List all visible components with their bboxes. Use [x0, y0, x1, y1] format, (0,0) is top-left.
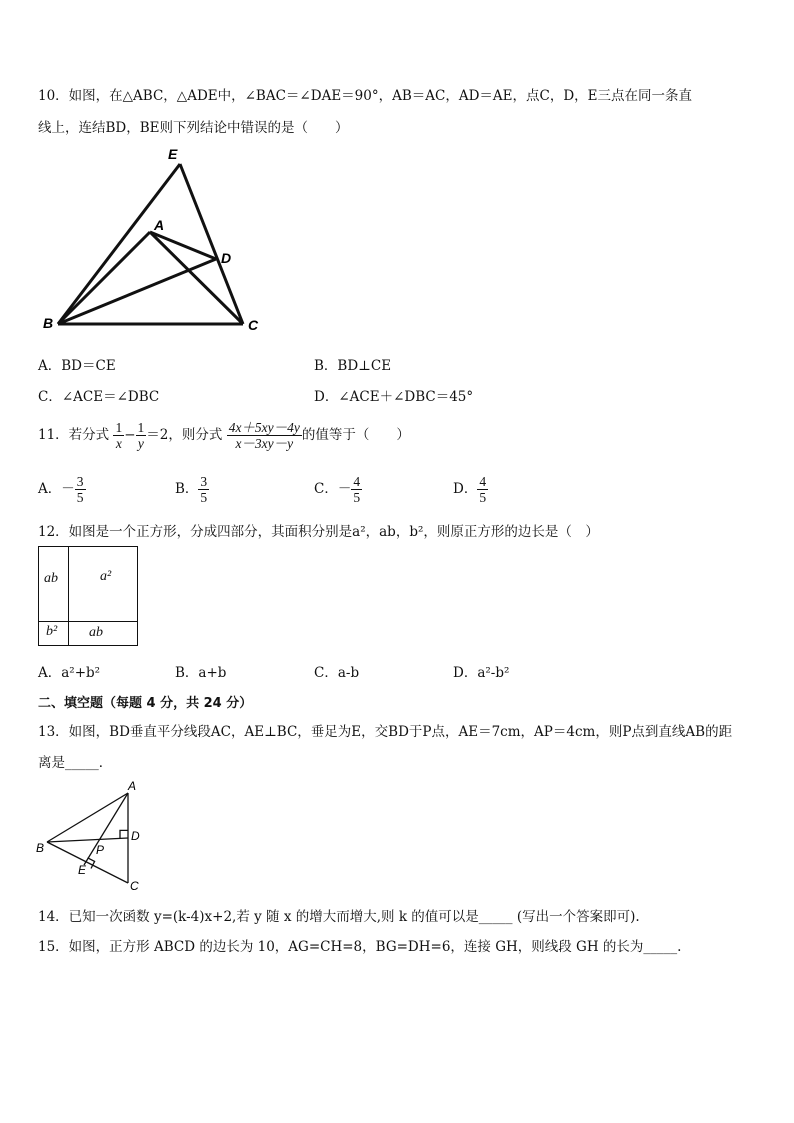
q12-option-b[interactable]: B．a+b [175, 665, 227, 681]
q12-cell-top-right: a² [100, 569, 112, 584]
q10-stem-line2: 线上，连结BD，BE则下列结论中错误的是（ ） [38, 120, 349, 136]
q11-frac-3: $\frac{4x+5xy-4y}{x-3xy-y}$ [228, 420, 300, 451]
q11-mid: ，则分式 [168, 427, 223, 443]
q12-cell-bottom-right: ab [89, 625, 103, 640]
q10-option-b[interactable]: B．BD⊥CE [314, 358, 392, 374]
q11-option-a[interactable]: A．－ $\frac{3}{5}$ [38, 474, 84, 505]
q11-frac-1: $\frac{1}{x}$ [115, 420, 123, 451]
q10-stem-line1: 10．如图，在△ABC，△ADE中，∠BAC＝∠DAE＝90°，AB＝AC，AD＝AE，点C，D，E三点在同一条直 [38, 88, 693, 104]
q13-stem-line1: 13．如图，BD垂直平分线段AC，AE⊥BC，垂足为E，交BD于P点，AE＝7cm，AP＝4cm，则P点到直线AB的距 [38, 724, 733, 740]
q11-option-d[interactable]: D． $\frac{4}{5}$ [453, 474, 487, 505]
q11-stem [38, 420, 410, 451]
q12-cell-bottom-left: b² [46, 624, 58, 639]
q12-cell-top-left: ab [44, 571, 58, 586]
q13-label-d: D [131, 829, 140, 843]
q10-label-c: C [248, 317, 259, 333]
q13-label-e: E [78, 863, 87, 877]
q10-label-b: B [43, 315, 54, 331]
q10-option-c[interactable]: C．∠ACE＝∠DBC [38, 389, 160, 405]
q13-label-c: C [130, 879, 139, 893]
q10-option-d[interactable]: D．∠ACE＋∠DBC＝45° [314, 389, 474, 405]
q13-figure [34, 776, 164, 894]
q13-label-p: P [96, 843, 105, 857]
q11-frac-2: $\frac{1}{y}$ [137, 420, 145, 451]
q11-suffix: 的值等于（ ） [301, 427, 410, 443]
q13-label-a: A [128, 779, 137, 793]
q10-label-e: E [168, 146, 178, 162]
q12-option-d[interactable]: D．a²-b² [453, 665, 510, 681]
q11-prefix: 11．若分式 [38, 427, 110, 443]
q12-square-figure [38, 546, 138, 646]
q10-option-a[interactable]: A．BD＝CE [38, 358, 116, 374]
q12-option-c[interactable]: C．a-b [314, 665, 360, 681]
q15-stem: 15．如图，正方形 ABCD 的边长为 10，AG=CH=8，BG=DH=6，连接 GH，则线段 GH 的长为_____. [38, 939, 682, 955]
q11-option-b[interactable]: B． $\frac{3}{5}$ [175, 474, 208, 505]
q13-stem-line2: 离是_____． [38, 755, 113, 771]
q13-label-b: B [36, 841, 45, 855]
section-heading: 二、填空题（每题 4 分，共 24 分） [38, 696, 253, 711]
q10-figure [30, 140, 280, 340]
q12-stem: 12．如图是一个正方形，分成四部分，其面积分别是a²，ab，b²，则原正方形的边长是（ ） [38, 524, 599, 540]
q12-option-a[interactable]: A．a²+b² [38, 665, 101, 681]
q14-stem: 14．已知一次函数 y=(k-4)x+2,若 y 随 x 的增大而增大,则 k 的值可以是_____ (写出一个答案即可). [38, 909, 640, 925]
q10-label-a: A [154, 217, 165, 233]
q11-option-c[interactable]: C．－ $\frac{4}{5}$ [314, 474, 361, 505]
q11-minus: − [124, 427, 136, 443]
q10-label-d: D [221, 250, 232, 266]
q11-equals: ＝2 [146, 427, 169, 443]
